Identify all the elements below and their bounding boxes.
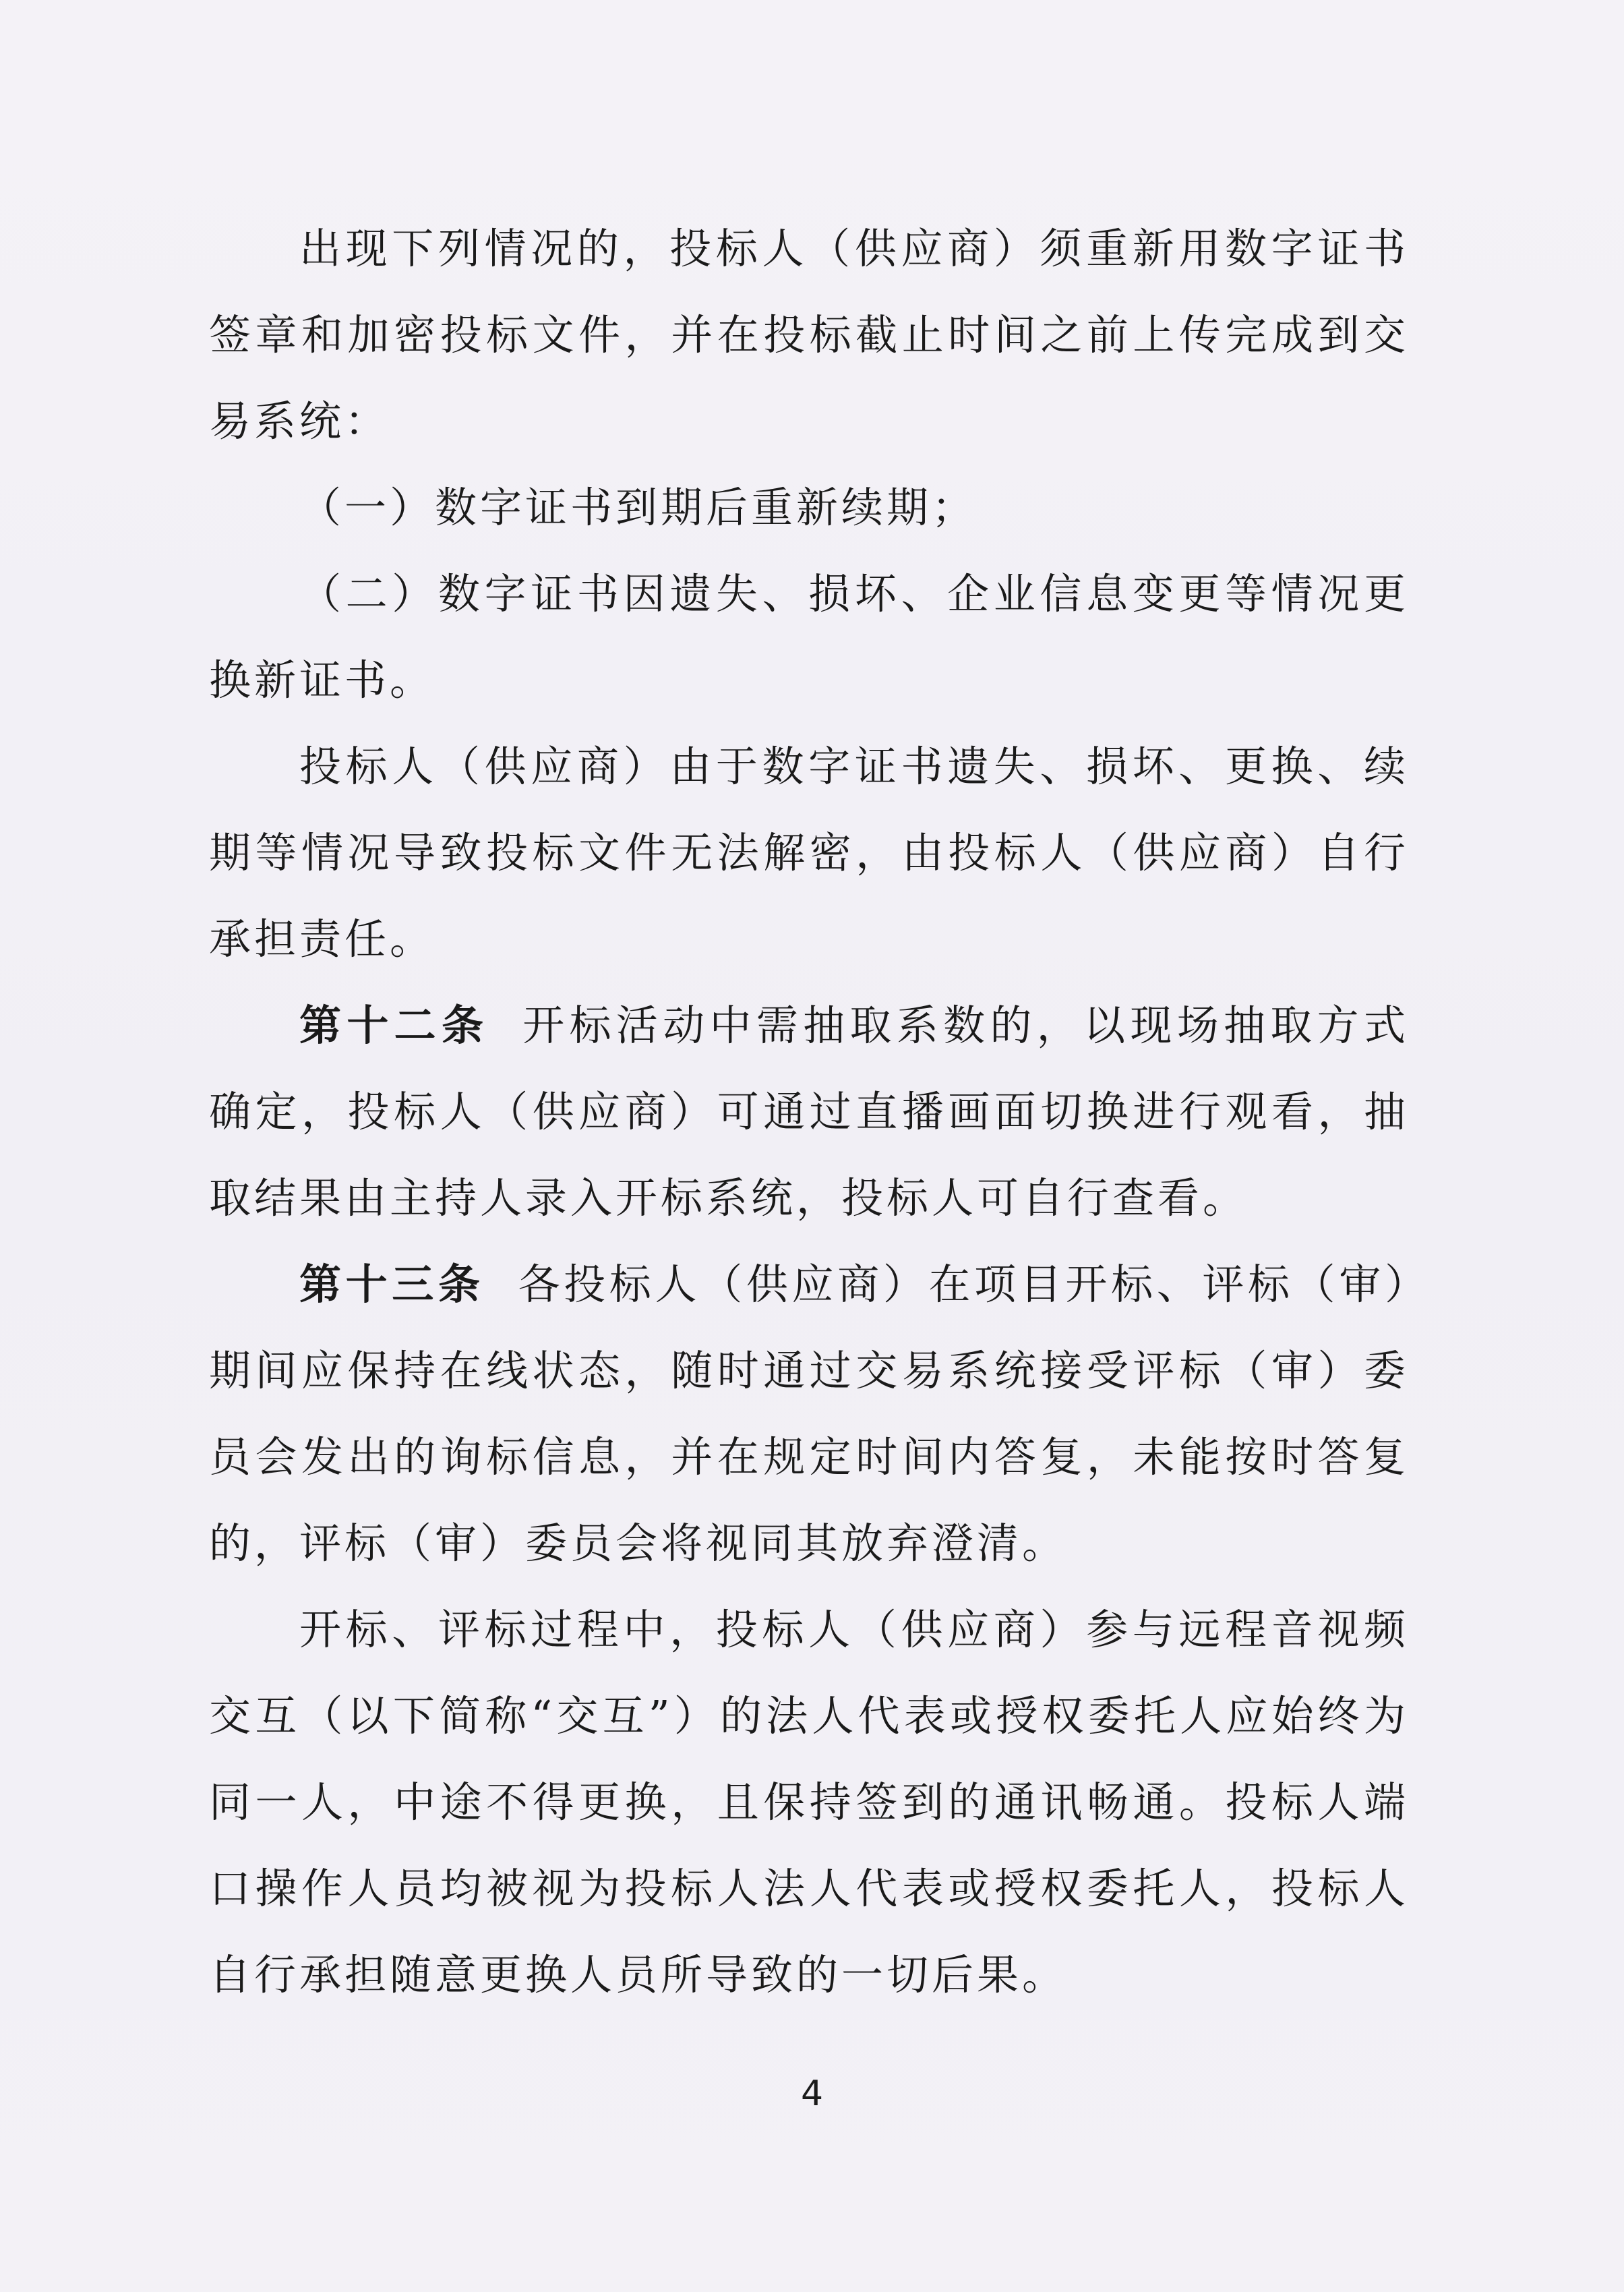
article-heading: 第十三条 xyxy=(299,1260,485,1309)
paragraph-article-12 xyxy=(209,982,1409,1241)
paragraph-text: 出现下列情况的，投标人（供应商）须重新用数字证书签章和加密投标文件，并在投标截止时间之前上传完成到交易系统： xyxy=(209,224,1409,446)
body-text xyxy=(209,206,1409,2018)
paragraph-interaction-rules xyxy=(209,1587,1409,2018)
paragraph-text: （一）数字证书到期后重新续期； xyxy=(299,483,978,532)
paragraph-text: 投标人（供应商）由于数字证书遗失、损坏、更换、续期等情况导致投标文件无法解密，由投标人（供应商）自行承担责任。 xyxy=(209,742,1409,964)
page-number: 4 xyxy=(800,2074,824,2114)
article-heading: 第十二条 xyxy=(299,1001,489,1050)
paragraph-text: 开标活动中需抽取系数的，以现场抽取方式确定，投标人（供应商）可通过直播画面切换进行观看，抽取结果由主持人录入开标系统，投标人可自行查看。 xyxy=(209,1001,1409,1223)
paragraph-text: （二）数字证书因遗失、损坏、企业信息变更等情况更换新证书。 xyxy=(209,569,1409,705)
paragraph-item-one xyxy=(209,465,1409,551)
paragraph-text: 开标、评标过程中，投标人（供应商）参与远程音视频交互（以下简称“交互”）的法人代表或授权委托人应始终为同一人，中途不得更换，且保持签到的通讯畅通。投标人端口操作人员均被视为投标人法人代表或授权委托人，投标人自行承担随意更换人员所导致的一切后果。 xyxy=(209,1605,1409,1999)
paragraph-article-13 xyxy=(209,1241,1409,1587)
paragraph-decryption-responsibility xyxy=(209,724,1409,982)
paragraph-certificate-reissue xyxy=(209,206,1409,465)
paragraph-text: 各投标人（供应商）在项目开标、评标（审）期间应保持在线状态，随时通过交易系统接受评标（审）委员会发出的询标信息，并在规定时间内答复，未能按时答复的，评标（审）委员会将视同其放弃澄清。 xyxy=(209,1260,1409,1568)
paragraph-item-two xyxy=(209,551,1409,724)
